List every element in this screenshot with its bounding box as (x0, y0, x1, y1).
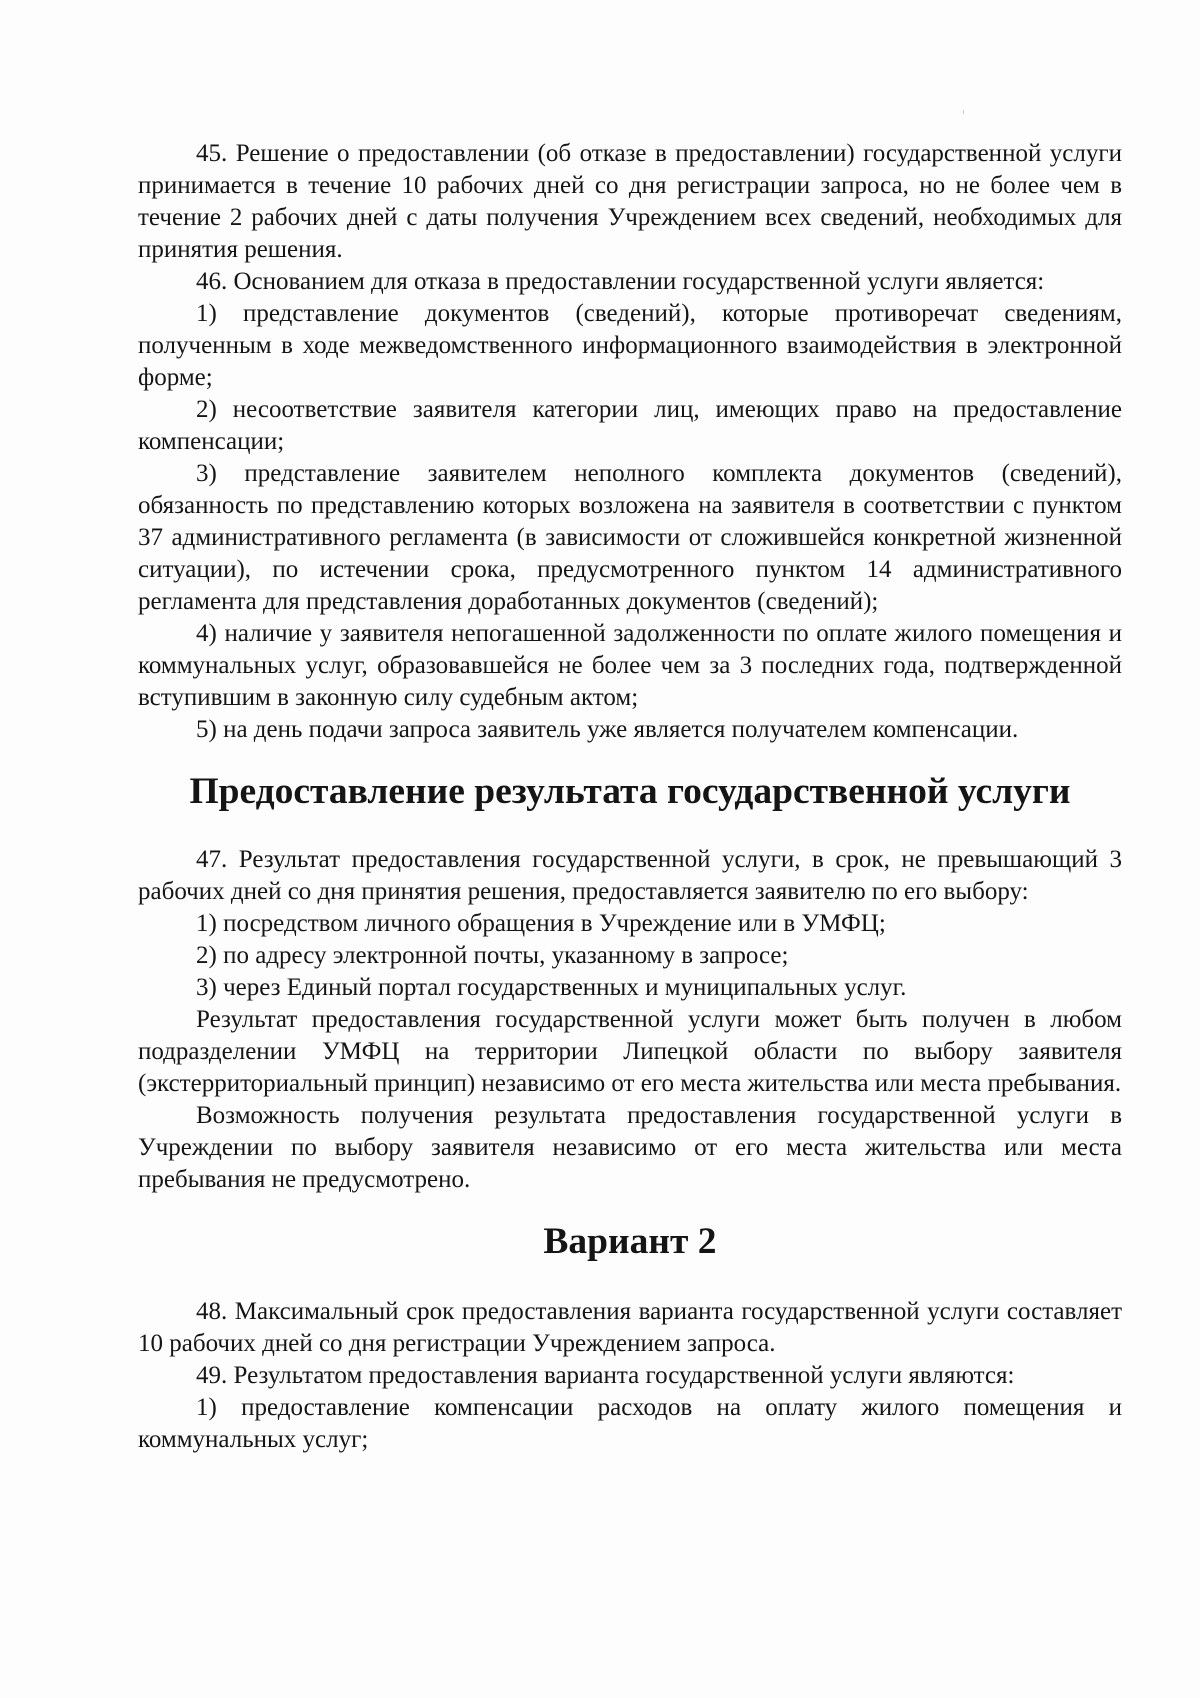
list-item-49-1: 1) предоставление компенсации расходов на оплату жилого помещения и коммунальных услуг; (138, 1394, 1122, 1453)
list-item-46-2: 2) несоответствие заявителя категории лиц, имеющих право на предоставление компенсации; (138, 396, 1122, 455)
list-item-46-4: 4) наличие у заявителя непогашенной задолженности по оплате жилого помещения и коммунальных услуг, образовавшейся не более чем за 3 последних года, подтвержденной вступившим в законную силу судебным актом; (138, 620, 1122, 711)
paragraph-47: 47. Результат предоставления государственной услуги, в срок, не превышающий 3 рабочих дней со дня принятия решения, предоставляется заявителю по его выбору: (138, 846, 1122, 905)
section-heading-result: Предоставление результата государственной услуги (189, 771, 1071, 812)
list-item-47-3: 3) через Единый портал государственных и муниципальных услуг. (196, 974, 907, 1001)
paragraph-45: 45. Решение о предоставлении (об отказе в предоставлении) государственной услуги принимается в течение 10 рабочих дней со дня регистрации запроса, но не более чем в течение 2 рабочих дней с даты получения Учреждением всех сведений, необходимых для принятия решения. (138, 140, 1122, 263)
list-item-46-1: 1) представление документов (сведений), которые противоречат сведениям, полученным в ходе межведомственного информационного взаимодействия в электронной форме; (138, 300, 1122, 391)
paragraph-46: 46. Основанием для отказа в предоставлении государственной услуги является: (196, 268, 1045, 295)
list-item-46-3: 3) представление заявителем неполного комплекта документов (сведений), обязанность по представлению которых возложена на заявителя в соответствии с пунктом 37 административного регламента (в зависимости от сложившейся конкретной жизненной ситуации), по истечении срока, предусмотренного пунктом 14 административного регламента для представления доработанных документов (сведений); (138, 460, 1122, 615)
paragraph-49: 49. Результатом предоставления варианта государственной услуги являются: (196, 1362, 1015, 1389)
paragraph-result-institution: Возможность получения результата предоставления государственной услуги в Учреждении по выбору заявителя независимо от его места жительства или места пребывания не предусмотрено. (138, 1102, 1122, 1193)
list-item-46-5: 5) на день подачи запроса заявитель уже является получателем компенсации. (196, 716, 1019, 743)
paragraph-48: 48. Максимальный срок предоставления варианта государственной услуги составляет 10 рабочих дней со дня регистрации Учреждением запроса. (138, 1298, 1122, 1357)
document-body (138, 138, 1122, 1456)
list-item-47-1: 1) посредством личного обращения в Учреждение или в УМФЦ; (196, 910, 886, 937)
list-item-47-2: 2) по адресу электронной почты, указанному в запросе; (196, 942, 789, 969)
scan-speck (963, 110, 964, 114)
section-heading-variant-2: Вариант 2 (543, 1221, 717, 1262)
paragraph-result-umfc: Результат предоставления государственной услуги может быть получен в любом подразделении УМФЦ на территории Липецкой области по выбору заявителя (экстерриториальный принцип) независимо от его места жительства или места пребывания. (138, 1006, 1122, 1097)
